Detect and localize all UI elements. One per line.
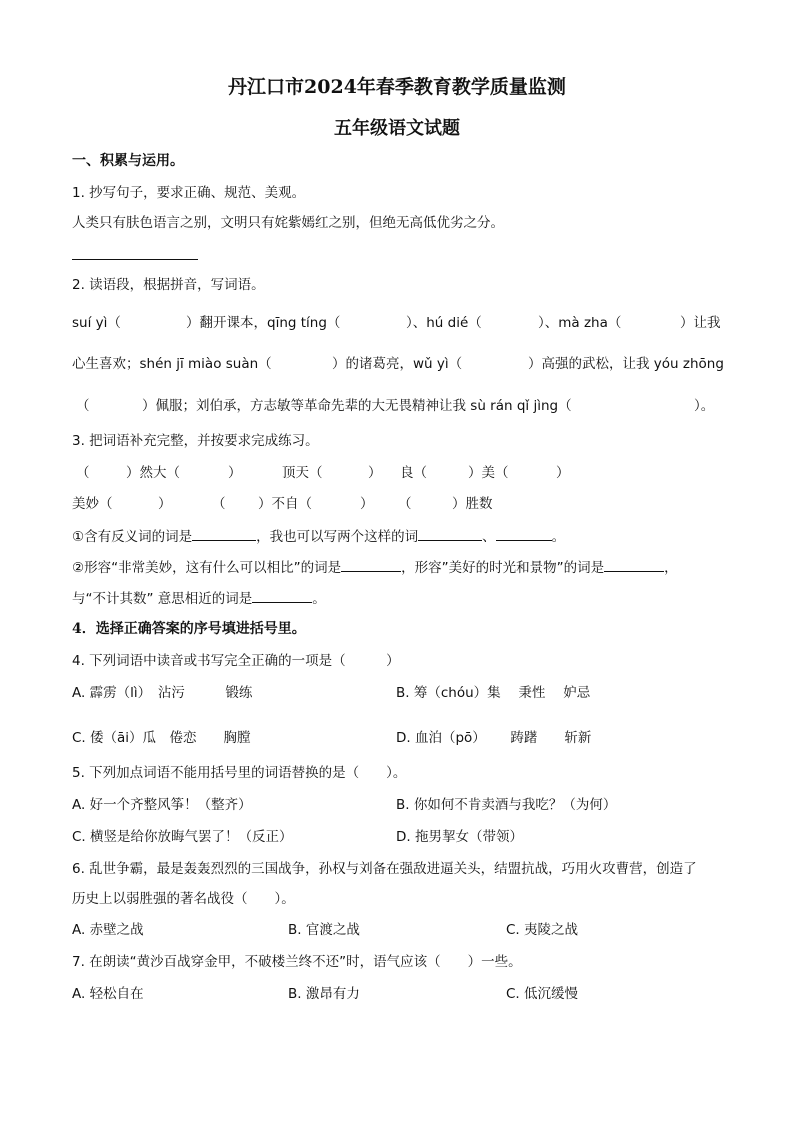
q3-row2-seg0: 美妙（ bbox=[72, 496, 113, 512]
q2-line1-seg1: ）翻开课本，qīng tíng（ bbox=[186, 315, 341, 331]
q3-row1-seg1: ）然大（ bbox=[126, 465, 180, 481]
section-heading-1: 一、积累与运用。 bbox=[72, 153, 184, 169]
q6-option-a[interactable]: A. 赤壁之战 bbox=[72, 922, 144, 938]
q6-prompt-line1: 6. 乱世争霸，最是轰轰烈烈的三国战争，孙权与刘备在强敌进逼关头，结盟抗战，巧用火攻曹营，创造了 bbox=[72, 861, 697, 877]
q1-prompt: 1. 抄写句子，要求正确、规范、美观。 bbox=[72, 185, 306, 201]
q2-line1-seg3: ）、mà zha（ bbox=[538, 315, 622, 331]
q3-task1-blank1[interactable] bbox=[192, 526, 256, 541]
q3-task3-blank1[interactable] bbox=[252, 588, 312, 603]
q3-task2-text2: ， bbox=[664, 560, 678, 576]
q6-prompt-line2: 历史上以弱胜强的著名战役（ ）。 bbox=[72, 891, 295, 907]
q2-line1-seg2: ）、hú dié（ bbox=[406, 315, 482, 331]
q4-option-b[interactable]: B. 筹（chóu）集 秉性 妒忌 bbox=[396, 685, 591, 701]
q3-row1-seg3: 顶天（ bbox=[282, 465, 323, 481]
q2-line1-seg0: suí yì（ bbox=[72, 315, 121, 331]
q2-prompt: 2. 读语段，根据拼音，写词语。 bbox=[72, 277, 265, 293]
q2-line2-seg0: 心生喜欢；shén jī miào suàn（ bbox=[72, 356, 272, 372]
q3-row2-seg1: ） bbox=[158, 496, 172, 512]
q7-prompt: 7. 在朗读“黄沙百战穿金甲，不破楼兰终不还”时，语气应该（ ）一些。 bbox=[72, 954, 522, 970]
q3-row2-seg5: （ bbox=[398, 496, 412, 512]
q5-option-d[interactable]: D. 拖男挈女（带领） bbox=[396, 829, 523, 845]
q3-task2-text1: ，形容”美好的时光和景物”的词是 bbox=[401, 560, 605, 576]
q3-row1-seg0: （ bbox=[76, 465, 90, 481]
q3-row2-seg3: ）不自（ bbox=[258, 496, 312, 512]
q4-option-c[interactable]: C. 倭（āi）瓜 倦恋 胸膛 bbox=[72, 730, 251, 746]
q3-prompt: 3. 把词语补充完整，并按要求完成练习。 bbox=[72, 433, 319, 449]
q4-option-d[interactable]: D. 血泊（pō） 踌躇 斩新 bbox=[396, 730, 592, 746]
q2-line3-seg0: （ bbox=[76, 398, 90, 414]
q2-line2-seg1: ）的诸葛亮，wǔ yì（ bbox=[332, 356, 463, 372]
q3-row1-seg5: 良（ bbox=[400, 465, 427, 481]
q3-row1-seg7: ） bbox=[556, 465, 570, 481]
q3-row2-seg4: ） bbox=[360, 496, 374, 512]
q5-prompt: 5. 下列加点词语不能用括号里的词语替换的是（ ）。 bbox=[72, 765, 407, 781]
q7-option-c[interactable]: C. 低沉缓慢 bbox=[506, 986, 579, 1002]
q2-line3-seg1: ）佩服；刘伯承，方志敏等革命先辈的大无畏精神让我 sù rán qǐ jìng（ bbox=[142, 398, 572, 414]
q3-row1-seg2: ） bbox=[228, 465, 242, 481]
q3-task2-blank2[interactable] bbox=[604, 557, 664, 572]
q3-task1-blank2[interactable] bbox=[418, 526, 482, 541]
q5-option-c[interactable]: C. 横竖是给你放晦气罢了！（反正） bbox=[72, 829, 293, 845]
q6-option-b[interactable]: B. 官渡之战 bbox=[288, 922, 360, 938]
q3-task1-blank3[interactable] bbox=[496, 526, 552, 541]
q3-task2 bbox=[72, 557, 678, 577]
q6-option-c[interactable]: C. 夷陵之战 bbox=[506, 922, 579, 938]
q3-task1-text0: ①含有反义词的词是 bbox=[72, 529, 193, 545]
section-heading-2: 4．选择正确答案的序号填进括号里。 bbox=[72, 621, 306, 637]
q4-prompt: 4. 下列词语中读音或书写完全正确的一项是（ ） bbox=[72, 653, 400, 669]
q3-task1-text3: 。 bbox=[551, 529, 566, 545]
q3-task1 bbox=[72, 526, 565, 546]
q3-task3-text1: 。 bbox=[312, 591, 326, 607]
q3-task2-blank1[interactable] bbox=[341, 557, 401, 572]
q3-task3 bbox=[72, 588, 326, 608]
q3-task2-text0: ②形容“非常美妙，这有什么可以相比”的词是 bbox=[72, 560, 342, 576]
q3-row2-seg2: （ bbox=[212, 496, 226, 512]
q3-task1-text1: ，我也可以写两个这样的词 bbox=[256, 529, 419, 545]
q7-option-b[interactable]: B. 激昂有力 bbox=[288, 986, 360, 1002]
page-subtitle: 五年级语文试题 bbox=[334, 118, 460, 139]
page-title: 丹江口市2024年春季教育教学质量监测 bbox=[228, 76, 566, 98]
q5-option-a[interactable]: A. 好一个齐整风筝！（整齐） bbox=[72, 797, 252, 813]
q2-line3-seg2: ）。 bbox=[694, 398, 715, 414]
q1-sentence: 人类只有肤色语言之别，文明只有姹紫嫣红之别，但绝无高低优劣之分。 bbox=[72, 215, 504, 231]
q3-row1-seg6: ）美（ bbox=[468, 465, 509, 481]
q3-row1-seg4: ） bbox=[368, 465, 382, 481]
q5-option-b[interactable]: B. 你如何不肯卖酒与我吃？（为何） bbox=[396, 797, 617, 813]
q2-line2-seg2: ）高强的武松，让我 yóu zhōng bbox=[528, 356, 724, 372]
q4-option-a[interactable]: A. 霹雳（lì） 沾污 锻练 bbox=[72, 685, 253, 701]
q2-line1-seg4: ）让我 bbox=[680, 315, 721, 331]
q3-task1-text2: 、 bbox=[482, 529, 496, 545]
q7-option-a[interactable]: A. 轻松自在 bbox=[72, 986, 144, 1002]
q1-answer-line[interactable] bbox=[72, 258, 198, 260]
q3-row2-seg6: ）胜数 bbox=[452, 496, 493, 512]
q3-task3-text0: 与“不计其数” 意思相近的词是 bbox=[72, 591, 253, 607]
